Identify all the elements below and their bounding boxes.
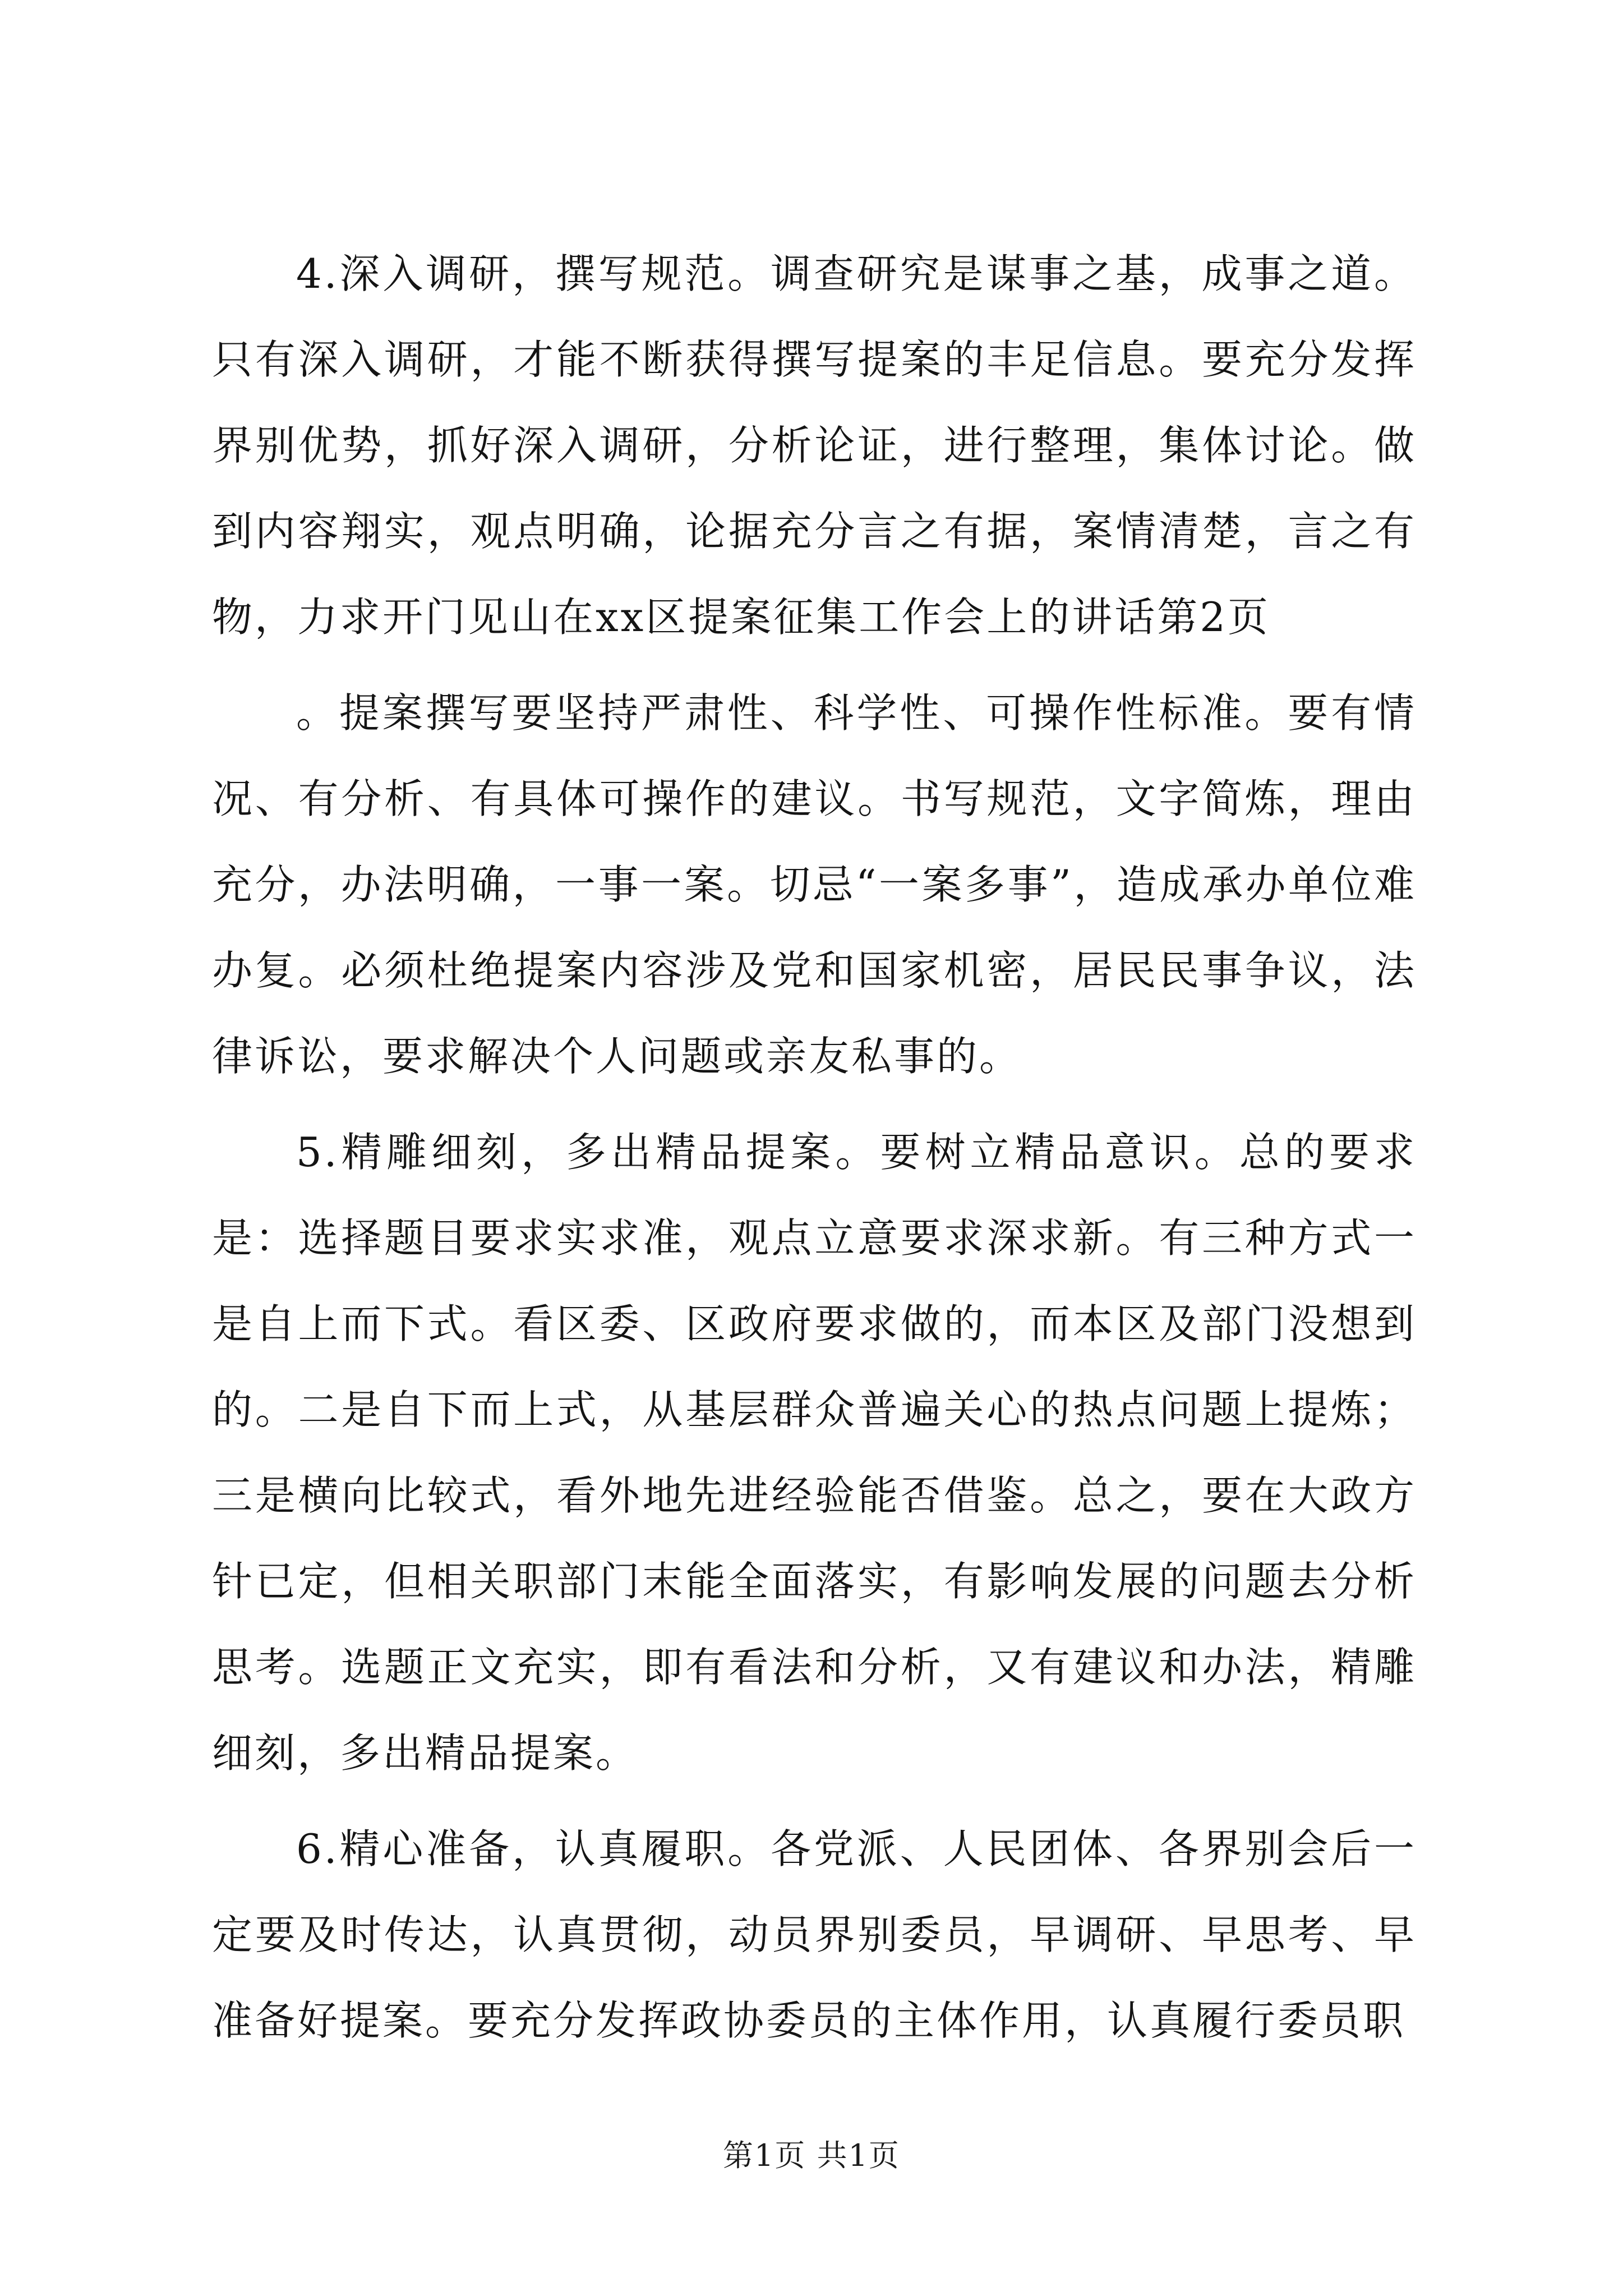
paragraph-preparation: 6.精心准备，认真履职。各党派、人民团体、各界别会后一定要及时传达，认真贯彻，动员界别委员，早调研、早思考、早准备好提案。要充分发挥政协委员的主体作用，认真履行委员职 [212,1825,1417,2044]
paragraph-writing-standards: 。提案撰写要坚持严肃性、科学性、可操作性标准。要有情况、有分析、有具体可操作的建议。书写规范，文字简炼，理由充分，办法明确，一事一案。切忌“一案多事”，造成承办单位难办复。必须杜绝提案内容涉及党和国家机密，居民民事争议，法律诉讼，要求解决个人问题或亲友私事的。 [212,689,1417,1080]
paragraph-research: 4.深入调研，撰写规范。调查研究是谋事之基，成事之道。只有深入调研，才能不断获得撰写提案的丰足信息。要充分发挥界别优势，抓好深入调研，分析论证，进行整理，集体讨论。做到内容翔实，观点明确，论据充分言之有据，案情清楚，言之有物，力求开门见山在xx区提案征集工作会上的讲话第2页 [212,250,1417,641]
paragraph-quality-proposals: 5.精雕细刻，多出精品提案。要树立精品意识。总的要求是：选择题目要求实求准，观点立意要求深求新。有三种方式一是自上而下式。看区委、区政府要求做的，而本区及部门没想到的。二是自下而上式，从基层群众普遍关心的热点问题上提炼；三是横向比较式，看外地先进经验能否借鉴。总之，要在大政方针已定，但相关职部门末能全面落实，有影响发展的问题去分析思考。选题正文充实，即有看法和分析，又有建议和办法，精雕细刻，多出精品提案。 [212,1129,1417,1777]
document-body [212,231,1417,2064]
page-footer: 第1页 共1页 [723,2138,900,2173]
